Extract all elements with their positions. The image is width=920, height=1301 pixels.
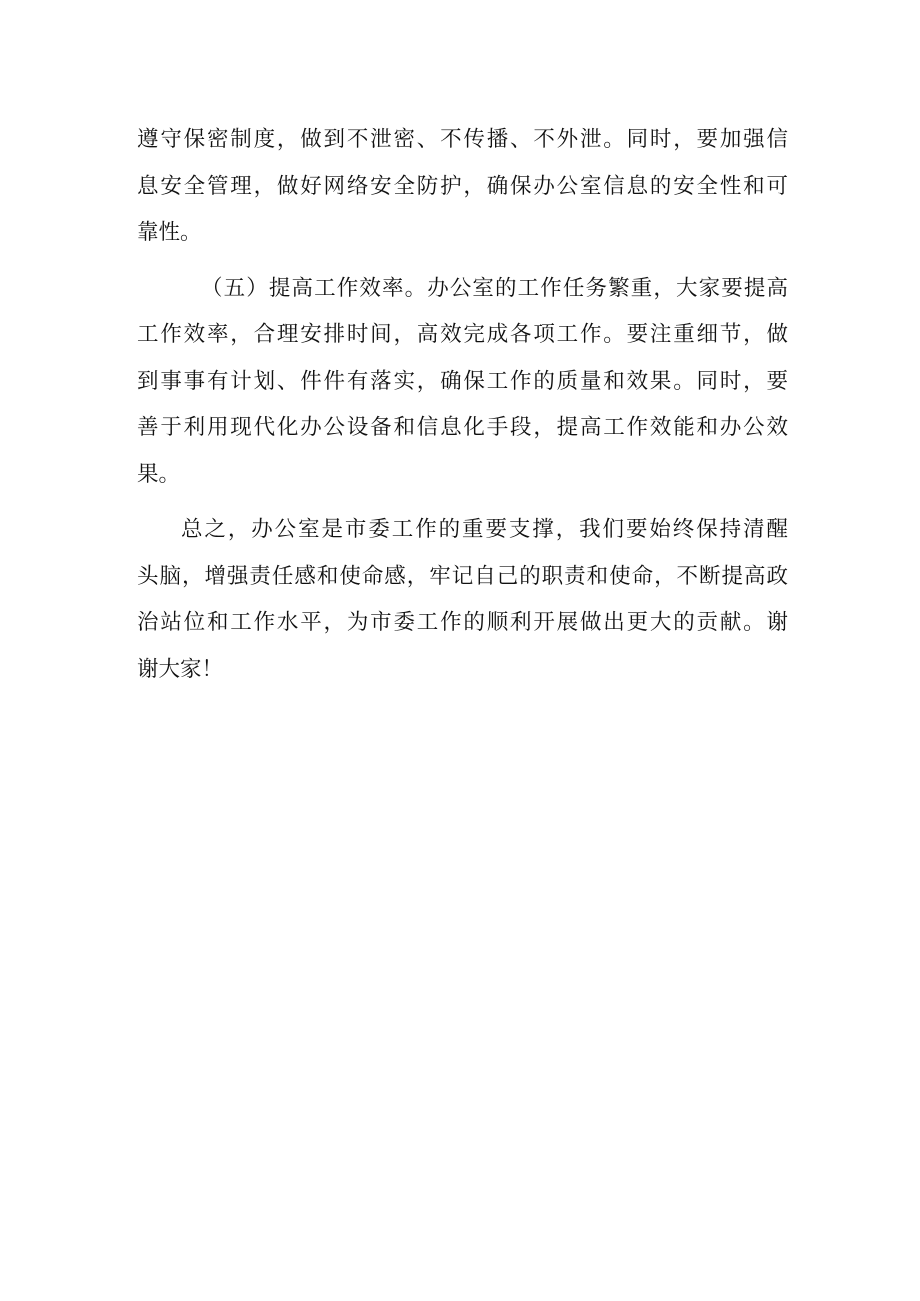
paragraph-line: 头脑，增强责任感和使命感，牢记自己的职责和使命，不断提高政 <box>137 563 788 589</box>
paragraph-line: 息安全管理，做好网络安全防护，确保办公室信息的安全性和可 <box>137 173 788 199</box>
paragraph-gap <box>137 498 788 507</box>
paragraph-line: 遵守保密制度，做到不泄密、不传播、不外泄。同时，要加强信 <box>137 127 788 152</box>
document-body <box>137 117 788 693</box>
paragraph-line: （五）提高工作效率。办公室的工作任务繁重，大家要提高 <box>201 275 788 301</box>
paragraph-line: 总之，办公室是市委工作的重要支撑，我们要始终保持清醒 <box>181 517 788 542</box>
paragraph-line: 善于利用现代化办公设备和信息化手段，提高工作效能和办公效 <box>137 415 788 440</box>
paragraph-confidentiality <box>137 117 788 257</box>
paragraph-line: 治站位和工作水平，为市委工作的顺利开展做出更大的贡献。谢 <box>137 610 788 635</box>
paragraph-line: 果。 <box>137 461 181 487</box>
paragraph-line: 靠性。 <box>137 220 202 245</box>
paragraph-gap <box>137 257 788 266</box>
paragraph-line: 到事事有计划、件件有落实，确保工作的质量和效果。同时，要 <box>137 368 788 394</box>
paragraph-line: 谢大家！ <box>137 656 224 682</box>
paragraph-conclusion <box>137 507 788 693</box>
paragraph-line: 工作效率，合理安排时间，高效完成各项工作。要注重细节，做 <box>137 322 788 347</box>
paragraph-efficiency <box>137 266 788 499</box>
